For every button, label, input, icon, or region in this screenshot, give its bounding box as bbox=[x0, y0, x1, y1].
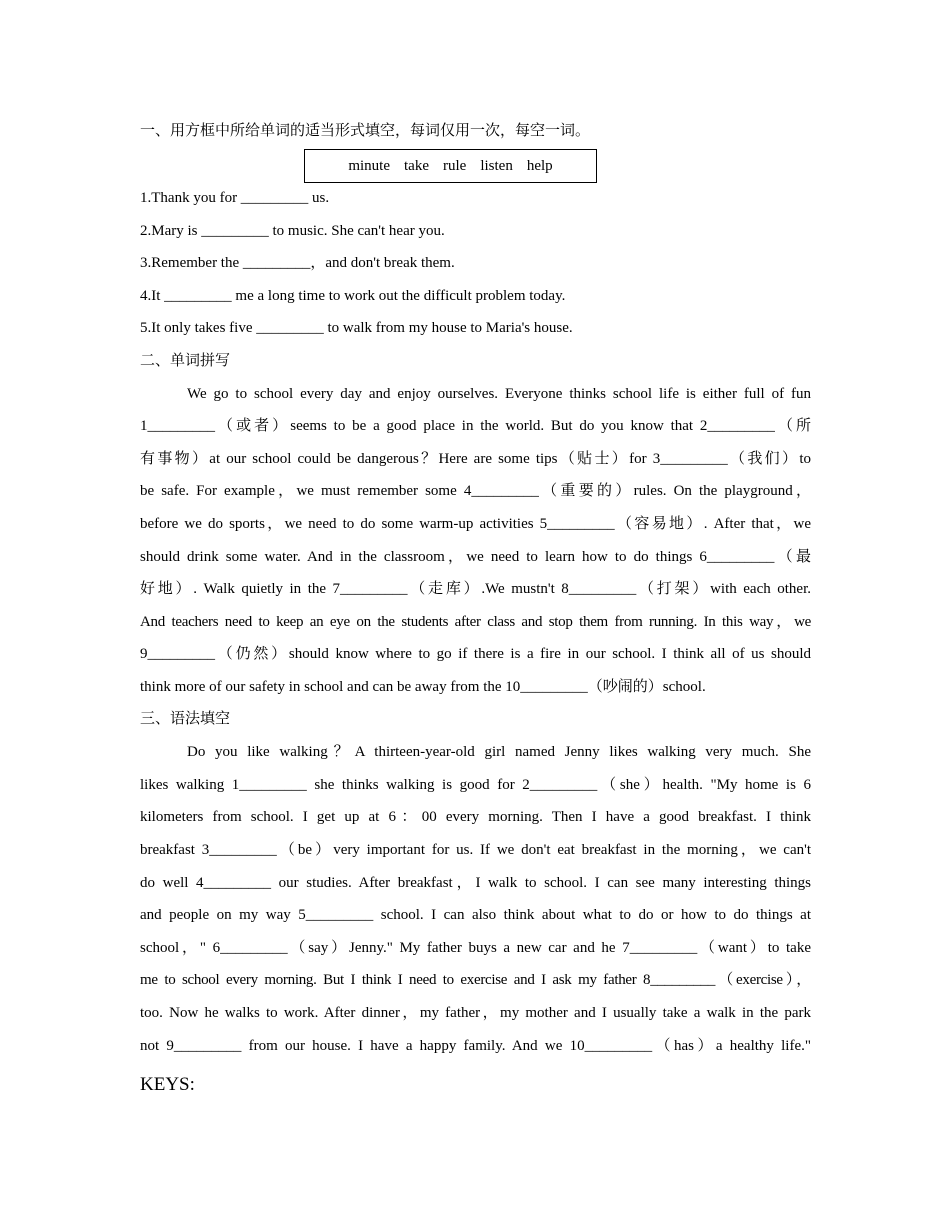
section2-line bbox=[140, 644, 811, 664]
section3-line bbox=[140, 873, 811, 893]
section2-line bbox=[140, 416, 811, 436]
section3-line-text: kilometers from school. I get up at 6：00 every morning. Then I have a good breakfast. I think bbox=[140, 809, 811, 825]
section3-line-text: breakfast 3_________（be）very important for us. If we don't eat breakfast in the morning，we can't bbox=[140, 842, 811, 858]
section1-item: 1.Thank you for _________ us. bbox=[140, 190, 330, 206]
section2-line bbox=[140, 481, 811, 501]
section3-line bbox=[140, 840, 811, 860]
section2-line-text: 好地）. Walk quietly in the 7_________（走库）.We mustn't 8_________（打架）with each other. bbox=[140, 581, 811, 597]
section3-line bbox=[140, 938, 811, 958]
section2-line bbox=[140, 449, 811, 469]
section2-line-text: be safe. For example，we must remember some 4_________（重要的）rules. On the playground， bbox=[140, 483, 811, 499]
section1-item: 2.Mary is _________ to music. She can't hear you. bbox=[140, 223, 445, 239]
word-bank-word: rule bbox=[443, 157, 467, 174]
section2-line-text: 1_________（或者）seems to be a good place in the world. But do you know that 2_________（所 bbox=[140, 418, 811, 434]
word-bank-word: take bbox=[404, 157, 429, 174]
section2-line bbox=[140, 612, 811, 632]
word-bank-word: help bbox=[526, 157, 553, 174]
section2-title: 二、单词拼写 bbox=[140, 353, 231, 369]
section2-line-text: 有事物）at our school could be dangerous？Here are some tips（贴士）for 3_________（我们）to bbox=[140, 451, 811, 467]
section3-line-text: do well 4_________ our studies. After breakfast，I walk to school. I can see many interesting things bbox=[140, 875, 811, 891]
section1-item: 5.It only takes five _________ to walk from my house to Maria's house. bbox=[140, 320, 573, 336]
section2-line-text: before we do sports，we need to do some warm-up activities 5_________（容易地）. After that，we bbox=[140, 516, 811, 532]
section2-line-text: should drink some water. And in the classroom，we need to learn how to do things 6_________（最 bbox=[140, 549, 811, 565]
section3-line-text: me to school every morning. But I think I need to exercise and I ask my father 8_________（exercise）， bbox=[140, 972, 811, 988]
section2-line-text: 9_________（仍然）should know where to go if there is a fire in our school. I think all of us should bbox=[140, 646, 811, 662]
section3-line-text: school，" 6_________（say）Jenny." My father buys a new car and he 7_________（want）to take bbox=[140, 940, 811, 956]
section3-title: 三、语法填空 bbox=[140, 711, 231, 727]
section1-title: 一、用方框中所给单词的适当形式填空，每词仅用一次，每空一词。 bbox=[140, 123, 591, 139]
section2-line bbox=[140, 579, 811, 599]
section3-line-text: Do you like walking？A thirteen-year-old girl named Jenny likes walking very much. She bbox=[187, 744, 811, 760]
keys-label: KEYS: bbox=[140, 1074, 195, 1095]
word-bank-word: minute bbox=[348, 157, 391, 174]
section2-line-text: And teachers need to keep an eye on the students after class and stop them from running. In this way，we bbox=[140, 614, 811, 630]
section2-line bbox=[140, 547, 811, 567]
section3-line bbox=[140, 1003, 811, 1023]
section1-item: 3.Remember the _________，and don't break them. bbox=[140, 255, 455, 271]
section3-line bbox=[140, 807, 811, 827]
section2-line bbox=[140, 514, 811, 534]
section2-line-text: We go to school every day and enjoy ourselves. Everyone thinks school life is either full of fun bbox=[187, 386, 811, 402]
word-bank-box bbox=[304, 149, 597, 183]
section3-line bbox=[140, 775, 811, 795]
section3-line bbox=[187, 742, 811, 762]
section2-line bbox=[187, 384, 811, 404]
section1-item: 4.It _________ me a long time to work out the difficult problem today. bbox=[140, 288, 566, 304]
section3-line-text: and people on my way 5_________ school. I can also think about what to do or how to do things at bbox=[140, 907, 811, 923]
section3-line-text: too. Now he walks to work. After dinner，my father，my mother and I usually take a walk in the park bbox=[140, 1005, 811, 1021]
section3-line-text: not 9_________ from our house. I have a happy family. And we 10_________（has）a healthy life." bbox=[140, 1038, 811, 1054]
section3-line bbox=[140, 905, 811, 925]
word-bank-word: listen bbox=[480, 157, 513, 174]
section3-line-text: likes walking 1_________ she thinks walking is good for 2_________（she）health. "My home is 6 bbox=[140, 777, 811, 793]
section3-line bbox=[140, 1036, 811, 1056]
section3-line bbox=[140, 970, 811, 990]
section2-line: think more of our safety in school and can be away from the 10_________（吵闹的）school. bbox=[140, 679, 706, 695]
